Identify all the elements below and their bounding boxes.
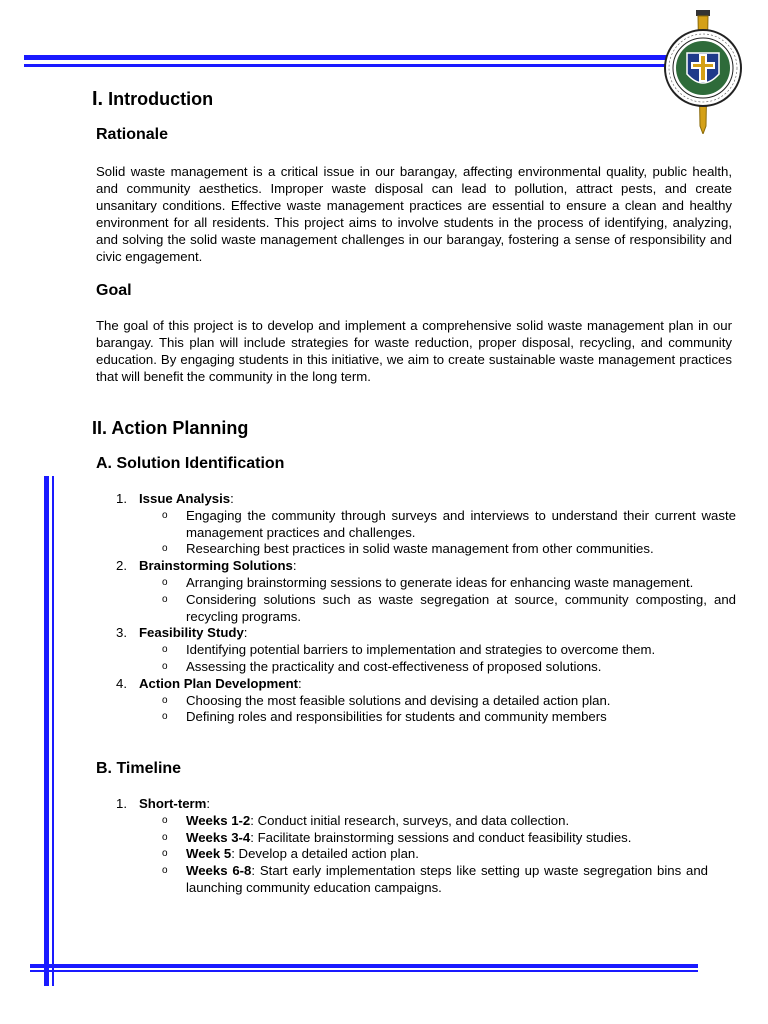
list-item-title: Feasibility Study: [139, 625, 244, 641]
sub-item: [96, 592, 736, 626]
intro-heading-numeral: I.: [92, 88, 104, 110]
bullet-icon: o: [162, 576, 168, 588]
sub-item-text: Assessing the practicality and cost-effectiveness of proposed solutions.: [186, 658, 602, 674]
solution-list: [96, 491, 736, 726]
intro-heading-text: Introduction: [103, 89, 214, 109]
sub-item-text: Defining roles and responsibilities for students and community members: [186, 709, 607, 725]
timeline-entry: [96, 863, 708, 897]
timeline-entry: [96, 830, 708, 847]
sub-item-text: Considering solutions such as waste segregation at source, community composting, and recycling programs.: [186, 591, 736, 624]
rationale-heading: Rationale: [96, 126, 169, 143]
bullet-icon: o: [162, 848, 168, 860]
left-rule-thin: [52, 476, 54, 986]
sub-item-text: Choosing the most feasible solutions and devising a detailed action plan.: [186, 692, 611, 708]
list-item: [96, 491, 736, 508]
bullet-icon: o: [162, 711, 168, 723]
timeline-entry-label: Week 5: [186, 846, 232, 862]
bullet-icon: o: [162, 694, 168, 706]
sub-item: [96, 693, 736, 710]
sub-item: [96, 642, 736, 659]
timeline-entry-text: : Conduct initial research, surveys, and data collection.: [250, 812, 570, 828]
bullet-icon: o: [162, 660, 168, 672]
sub-item-text: Researching best practices in solid waste management from other communities.: [186, 541, 654, 557]
sub-item: [96, 659, 736, 676]
list-item: [96, 625, 736, 642]
list-item-number: 2.: [116, 558, 127, 574]
bullet-icon: o: [162, 865, 168, 877]
timeline-entry: [96, 846, 708, 863]
sub-item: [96, 575, 736, 592]
timeline-entry-label: Weeks 1-2: [186, 812, 251, 828]
list-item-title: Short-term: [139, 796, 207, 811]
list-item-title: Issue Analysis: [139, 491, 231, 506]
intro-heading: [92, 88, 213, 111]
bottom-rule: [30, 964, 698, 968]
list-item: [96, 676, 736, 693]
timeline-entry-text: : Develop a detailed action plan.: [231, 846, 419, 862]
list-item: [96, 558, 736, 575]
timeline-entry: [96, 813, 708, 830]
bullet-icon: o: [162, 543, 168, 555]
bottom-rule-thin: [30, 970, 698, 972]
colon: :: [206, 796, 211, 811]
timeline-list: [96, 796, 708, 897]
rationale-paragraph: Solid waste management is a critical issue in our barangay, affecting environmental quality, public health, and community aesthetics. Improper waste disposal can lead to pollution, attract pests, and create unsanitary conditions. Effective waste management practices are essential to ensure a clean and healthy environment for all residents. This project aims to involve students in the process of identifying, analyzing, and solving the solid waste management challenges in our barangay, fostering a sense of responsibility and civic engagement.: [96, 164, 732, 264]
timeline-entry-text: : Facilitate brainstorming sessions and conduct feasibility studies.: [250, 829, 632, 845]
goal-heading: Goal: [96, 282, 132, 299]
sub-item: [96, 541, 736, 558]
list-item-title: Brainstorming Solutions: [139, 558, 293, 574]
timeline-entry-text: : Start early implementation steps like setting up waste segregation bins and launching community education campaigns.: [186, 863, 708, 895]
school-seal-logo: [660, 8, 746, 134]
bullet-icon: o: [162, 509, 168, 521]
colon: :: [230, 491, 234, 506]
bullet-icon: o: [162, 644, 168, 656]
list-item: [96, 796, 708, 813]
list-item-number: 1.: [116, 491, 127, 506]
bullet-icon: o: [162, 593, 168, 605]
sub-item-text: Identifying potential barriers to implementation and strategies to overcome them.: [186, 642, 656, 658]
list-item-number: 3.: [116, 625, 127, 641]
goal-paragraph: The goal of this project is to develop and implement a comprehensive solid waste management plan in our barangay. This plan will include strategies for waste reduction, proper disposal, recycling, and community education. By engaging students in this initiative, we aim to create sustainable waste management practices that will benefit the community in the long term.: [96, 318, 732, 384]
left-rule: [44, 476, 49, 986]
list-item-number: 1.: [116, 796, 127, 811]
colon: :: [292, 558, 297, 574]
timeline-entry-label: Weeks 6-8: [186, 863, 252, 879]
action-planning-heading: II. Action Planning: [92, 418, 249, 438]
sub-item: [96, 508, 736, 542]
colon: :: [243, 625, 248, 641]
top-rule-thin: [24, 64, 704, 67]
list-item-title: Action Plan Development: [139, 675, 299, 691]
sub-item-text: Arranging brainstorming sessions to generate ideas for enhancing waste management.: [186, 574, 694, 590]
top-rule: [24, 55, 704, 60]
list-item-number: 4.: [116, 675, 127, 691]
sub-item-text: Engaging the community through surveys and interviews to understand their current waste management practices and challenges.: [186, 507, 736, 540]
timeline-entry-label: Weeks 3-4: [186, 829, 251, 845]
solution-identification-heading: A. Solution Identification: [96, 455, 285, 472]
colon: :: [298, 675, 302, 691]
timeline-heading: B. Timeline: [96, 760, 182, 777]
bullet-icon: o: [162, 831, 168, 843]
sub-item: [96, 709, 736, 726]
bullet-icon: o: [162, 814, 168, 826]
